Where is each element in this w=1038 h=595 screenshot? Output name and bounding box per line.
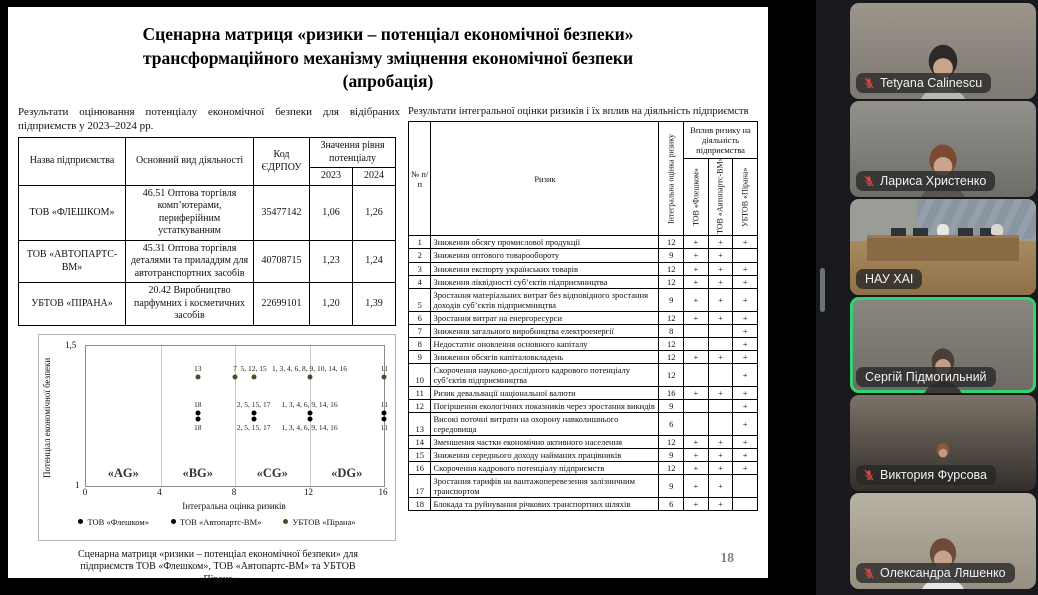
risk-impact-cell: + (708, 311, 733, 324)
room-desk (867, 235, 1020, 261)
col-header-2024: 2024 (352, 168, 395, 186)
edrpou-code-cell: 35477142 (254, 185, 310, 240)
risk-impact-cell: + (708, 236, 733, 249)
legend-label: УБТОВ «Пірана» (292, 516, 356, 527)
risk-score-cell: 12 (659, 236, 684, 249)
risk-impact-cell: + (684, 386, 709, 399)
potential-intro-text: Результати оцінювання потенціалу економічної безпеки для відібраних підприємств у 2023–2024 рр. (18, 105, 400, 132)
y-tick-label-bottom: 1 (75, 479, 80, 490)
edrpou-code-cell: 22699101 (254, 283, 310, 326)
risk-impact-cell (733, 497, 758, 510)
risk-score-cell: 6 (659, 497, 684, 510)
table-row (409, 363, 758, 386)
risk-impact-cell (708, 412, 733, 435)
quadrant-label: «CG» (256, 465, 288, 480)
chart-point (307, 374, 312, 379)
chart-point-label: 1, 3, 4, 6, 9, 14, 16 (281, 400, 338, 410)
table-row (409, 350, 758, 363)
chart-legend (39, 517, 395, 527)
risk-number-cell: 10 (409, 363, 431, 386)
presentation-slide (8, 7, 768, 585)
participant-tile[interactable] (850, 297, 1036, 393)
col-header-autoparts: ТОВ «Автопартс-ВМ» (708, 159, 733, 236)
chart-point (382, 411, 387, 416)
col-header-name: Назва підприємства (19, 138, 126, 186)
risk-impact-cell: + (684, 350, 709, 363)
slide-title-line: Сценарна матриця «ризики – потенціал економічної безпеки» (142, 24, 634, 44)
risk-impact-cell: + (733, 412, 758, 435)
risk-impact-cell: + (733, 288, 758, 311)
chart-point (233, 374, 238, 379)
risk-impact-cell: + (684, 311, 709, 324)
chart-y-axis-label: Потенціал економічної безпеки (42, 357, 52, 478)
value-2023-cell: 1,06 (310, 185, 353, 240)
col-header-code: Код ЄДРПОУ (254, 138, 310, 186)
col-header-pirana: УБТОВ «Пірана» (733, 159, 758, 236)
legend-marker (283, 519, 288, 524)
risk-impact-cell: + (708, 249, 733, 262)
risk-impact-cell: + (733, 363, 758, 386)
risk-impact-cell: + (708, 448, 733, 461)
table-row (409, 461, 758, 474)
scenario-matrix-chart (38, 334, 396, 541)
risk-score-cell: 6 (659, 412, 684, 435)
participant-tile[interactable] (850, 3, 1036, 99)
potential-table-body (19, 185, 396, 325)
risk-impact-cell: + (708, 288, 733, 311)
x-tick-label: 16 (378, 486, 388, 497)
chart-caption: Сценарна матриця «ризики – потенціал економічної безпеки» для підприємств ТОВ «Флешком», ТОВ «Автопартс-ВМ» та УБТОВ «Пірана» (77, 548, 359, 585)
table-row (409, 412, 758, 435)
risk-impact-cell: + (708, 350, 733, 363)
risk-impact-cell: + (708, 497, 733, 510)
risk-impact-cell: + (733, 461, 758, 474)
risk-impact-cell: + (684, 236, 709, 249)
risk-impact-cell: + (684, 435, 709, 448)
chart-point (382, 374, 387, 379)
col-header-activity: Основний вид діяльності (126, 138, 254, 186)
risk-impact-cell: + (684, 262, 709, 275)
col-header-value-group: Значення рівня потенціалу (310, 138, 396, 168)
risk-impact-cell: + (708, 474, 733, 497)
participant-name: Лариса Христенко (880, 174, 987, 188)
monitor (913, 228, 928, 237)
table-row (19, 185, 396, 240)
risk-impact-cell: + (708, 461, 733, 474)
risk-name-cell: Зменшення частки економічно активного населення (431, 435, 659, 448)
legend-item (283, 517, 355, 527)
table-row (19, 283, 396, 326)
risk-impact-cell (684, 399, 709, 412)
value-2024-cell: 1,24 (352, 240, 395, 283)
risk-impact-cell: + (708, 262, 733, 275)
risk-name-cell: Недостатнє оновлення основного капіталу (431, 337, 659, 350)
risk-impact-cell: + (733, 337, 758, 350)
risk-impact-cell: + (733, 236, 758, 249)
risk-impact-cell: + (733, 435, 758, 448)
chart-point (251, 416, 256, 421)
chart-point-label: 2, 5, 15, 17 (236, 400, 271, 410)
risk-impact-cell: + (684, 461, 709, 474)
risk-table-body (409, 236, 758, 510)
company-name-cell: УБТОВ «ПІРАНА» (19, 283, 126, 326)
table-row (409, 474, 758, 497)
value-2024-cell: 1,39 (352, 283, 395, 326)
risk-name-cell: Високі поточні витрати на охорону навколишнього середовища (431, 412, 659, 435)
mic-slash-icon (863, 175, 875, 187)
potential-table (18, 137, 396, 326)
table-row (409, 497, 758, 510)
chart-point-label: 11 (380, 422, 388, 432)
risk-impact-cell (684, 337, 709, 350)
risk-number-cell: 3 (409, 262, 431, 275)
risk-number-cell: 7 (409, 324, 431, 337)
chart-gridline (161, 346, 162, 486)
table-row (409, 399, 758, 412)
risk-name-cell: Скорочення кадрового потенціалу підприємств (431, 461, 659, 474)
participant-name: НАУ ХАІ (865, 272, 914, 286)
participant-tile[interactable] (850, 395, 1036, 491)
slide-title-line: (апробація) (342, 71, 434, 92)
mic-slash-icon (863, 567, 875, 579)
chart-point (382, 416, 387, 421)
y-tick-label-top: 1,5 (65, 339, 77, 350)
participant-name-label (856, 269, 922, 289)
risk-impact-cell (708, 324, 733, 337)
slide-title-line: трансформаційного механізму зміцнення економічної безпеки (142, 47, 634, 68)
slide-title (8, 23, 768, 94)
participant-name: Виктория Фурсова (880, 468, 988, 482)
col-header-risk: Ризик (431, 122, 659, 236)
risk-impact-cell: + (684, 497, 709, 510)
chart-point-label: 7 (233, 363, 237, 373)
risk-impact-cell: + (708, 386, 733, 399)
table-row (19, 240, 396, 283)
chart-point (251, 411, 256, 416)
chart-point-label: 18 (194, 422, 202, 432)
slide-left-column (18, 106, 400, 587)
risk-impact-cell: + (684, 275, 709, 288)
company-name-cell: ТОВ «АВТОПАРТС-ВМ» (19, 240, 126, 283)
risk-number-cell: 9 (409, 350, 431, 363)
risk-score-cell: 12 (659, 262, 684, 275)
risk-impact-cell: + (684, 249, 709, 262)
risk-score-cell: 12 (659, 435, 684, 448)
table-row (409, 249, 758, 262)
risk-table (408, 121, 758, 510)
chart-point (251, 374, 256, 379)
risk-impact-cell: + (684, 448, 709, 461)
risk-impact-cell: + (708, 275, 733, 288)
risk-name-cell: Скорочення науково-дослідного кадрового потенціалу суб’єктів підприємництва (431, 363, 659, 386)
col-header-num: № п/п (409, 122, 431, 236)
chart-point (195, 416, 200, 421)
risk-impact-cell: + (733, 448, 758, 461)
table-row (409, 311, 758, 324)
participant-name-label (856, 171, 995, 191)
risk-number-cell: 16 (409, 461, 431, 474)
risk-number-cell: 13 (409, 412, 431, 435)
company-name-cell: ТОВ «ФЛЕШКОМ» (19, 185, 126, 240)
table-row (409, 448, 758, 461)
quadrant-label: «DG» (331, 465, 363, 480)
chart-point-label: 1, 3, 4, 6, 8, 9, 10, 14, 16 (272, 363, 347, 373)
risk-impact-cell (684, 324, 709, 337)
risk-number-cell: 14 (409, 435, 431, 448)
risk-impact-cell (684, 412, 709, 435)
chart-point-label: 11 (380, 363, 388, 373)
risk-score-cell: 8 (659, 324, 684, 337)
participant-name: Сергій Підмогильний (865, 370, 987, 384)
risk-score-cell: 9 (659, 399, 684, 412)
risk-name-cell: Зниження ліквідності суб’єктів підприємництва (431, 275, 659, 288)
risk-impact-cell: + (733, 275, 758, 288)
chart-point (195, 374, 200, 379)
x-tick-label: 12 (304, 486, 313, 497)
risk-number-cell: 2 (409, 249, 431, 262)
risk-number-cell: 17 (409, 474, 431, 497)
risk-number-cell: 6 (409, 311, 431, 324)
risk-impact-cell: + (733, 311, 758, 324)
risk-name-cell: Зростання матеріальних витрат без відповідного зростання доходів суб’єктів підприємництва (431, 288, 659, 311)
legend-item (78, 517, 149, 527)
chart-point-label: 5, 12, 15 (240, 363, 267, 373)
room-mural (917, 199, 1036, 239)
x-tick-label: 8 (231, 486, 237, 497)
risk-impact-cell (708, 399, 733, 412)
value-2023-cell: 1,23 (310, 240, 353, 283)
legend-label: ТОВ «Автопартс-ВМ» (179, 516, 262, 527)
risk-impact-cell: + (733, 262, 758, 275)
col-header-2023: 2023 (310, 168, 353, 186)
col-header-fleshkom: ТОВ «Флешком» (684, 159, 709, 236)
activity-cell: 45.31 Оптова торгівля деталями та приладдям для автотранспортних засобів (126, 240, 254, 283)
mic-slash-icon (863, 469, 875, 481)
participant-name-label (856, 563, 1015, 583)
activity-cell: 46.51 Оптова торгівля комп’ютерами, периферійним устаткуванням (126, 185, 254, 240)
risk-impact-cell (733, 474, 758, 497)
monitor (958, 228, 973, 237)
risk-number-cell: 12 (409, 399, 431, 412)
x-tick-label: 4 (157, 486, 162, 497)
risk-score-cell: 12 (659, 350, 684, 363)
chart-point (195, 411, 200, 416)
table-row (409, 236, 758, 249)
table-row (409, 324, 758, 337)
seated-person (937, 224, 948, 236)
risk-impact-cell: + (684, 288, 709, 311)
risk-impact-cell: + (733, 324, 758, 337)
risk-score-cell: 9 (659, 249, 684, 262)
risk-name-cell: Зниження обсягу промислової продукції (431, 236, 659, 249)
risk-name-cell: Зниження експорту українських товарів (431, 262, 659, 275)
table-row (409, 435, 758, 448)
risk-impact-cell: + (733, 386, 758, 399)
participant-name-label (856, 73, 991, 93)
risk-impact-cell (708, 337, 733, 350)
risk-intro-text: Результати інтегральної оцінки ризиків і їх вплив на діяльність підприємств (408, 105, 749, 117)
legend-item (171, 517, 261, 527)
risk-impact-cell (733, 249, 758, 262)
value-2024-cell: 1,26 (352, 185, 395, 240)
quadrant-label: «AG» (107, 465, 139, 480)
risk-impact-cell: + (733, 350, 758, 363)
risk-score-cell: 9 (659, 448, 684, 461)
legend-label: ТОВ «Флешком» (87, 516, 149, 527)
risk-score-cell: 12 (659, 461, 684, 474)
risk-name-cell: Зростання витрат на енергоресурси (431, 311, 659, 324)
participant-name: Олександра Ляшенко (880, 566, 1006, 580)
risk-name-cell: Погіршення екологічних показників через зростання викидів (431, 399, 659, 412)
risk-score-cell: 12 (659, 337, 684, 350)
participants-panel (816, 0, 1038, 595)
risk-name-cell: Зниження загального виробництва електроенергії (431, 324, 659, 337)
table-row (409, 288, 758, 311)
risk-name-cell: Блокада та руйнування річкових транспортних шляхів (431, 497, 659, 510)
risk-name-cell: Зростання тарифів на вантажоперевезення залізничним транспортом (431, 474, 659, 497)
risk-score-cell: 9 (659, 288, 684, 311)
chart-point (307, 416, 312, 421)
risk-number-cell: 1 (409, 236, 431, 249)
risk-impact-cell (708, 363, 733, 386)
col-header-impact-group: Вплив ризику на діяльність підприємства (684, 122, 758, 159)
participant-tile[interactable] (850, 493, 1036, 589)
slide-right-column (408, 106, 758, 587)
legend-marker (171, 519, 176, 524)
slide-page-number: 18 (720, 550, 734, 565)
quadrant-label: «BG» (182, 465, 214, 480)
participant-name: Tetyana Calinescu (880, 76, 983, 90)
risk-name-cell: Зниження оптового товарообороту (431, 249, 659, 262)
risk-name-cell: Ризик девальвації національної валюти (431, 386, 659, 399)
table-row (409, 386, 758, 399)
risk-score-cell: 12 (659, 363, 684, 386)
chart-x-axis-label: Інтегральна оцінка ризиків (182, 500, 286, 511)
risk-name-cell: Зниження середнього доходу найманих працівників (431, 448, 659, 461)
chart-point-label: 2, 5, 15, 17 (236, 422, 271, 432)
table-row (409, 337, 758, 350)
risk-number-cell: 15 (409, 448, 431, 461)
activity-cell: 20.42 Виробництво парфумних і косметичних засобів (126, 283, 254, 326)
panel-scrollbar-thumb[interactable] (820, 268, 825, 312)
risk-number-cell: 18 (409, 497, 431, 510)
risk-name-cell: Зниження обсягів капіталовкладень (431, 350, 659, 363)
risk-number-cell: 4 (409, 275, 431, 288)
participant-tile[interactable] (850, 199, 1036, 295)
table-row (409, 262, 758, 275)
participant-video-list (850, 3, 1036, 589)
risk-impact-cell: + (684, 474, 709, 497)
participant-name-label (856, 465, 996, 485)
risk-impact-cell (684, 363, 709, 386)
col-header-score: Інтегральна оцінка ризику (659, 122, 684, 236)
chart-point (307, 411, 312, 416)
chart-point-label: 18 (194, 400, 202, 410)
chart-plot-area (85, 345, 388, 487)
seated-person (991, 224, 1002, 236)
risk-score-cell: 16 (659, 386, 684, 399)
risk-number-cell: 5 (409, 288, 431, 311)
chart-point-label: 11 (380, 400, 388, 410)
chart-point-label: 1, 3, 4, 6, 9, 14, 16 (281, 422, 338, 432)
mic-slash-icon (863, 77, 875, 89)
chart-point-label: 13 (194, 363, 202, 373)
value-2023-cell: 1,20 (310, 283, 353, 326)
participant-name-label (856, 367, 996, 387)
risk-impact-cell: + (733, 399, 758, 412)
x-tick-label: 0 (82, 486, 88, 497)
table-row (409, 275, 758, 288)
participant-tile[interactable] (850, 101, 1036, 197)
risk-score-cell: 12 (659, 311, 684, 324)
risk-score-cell: 9 (659, 474, 684, 497)
edrpou-code-cell: 40708715 (254, 240, 310, 283)
risk-score-cell: 12 (659, 275, 684, 288)
monitor (891, 228, 906, 237)
risk-number-cell: 8 (409, 337, 431, 350)
legend-marker (78, 519, 83, 524)
risk-impact-cell: + (708, 435, 733, 448)
risk-number-cell: 11 (409, 386, 431, 399)
